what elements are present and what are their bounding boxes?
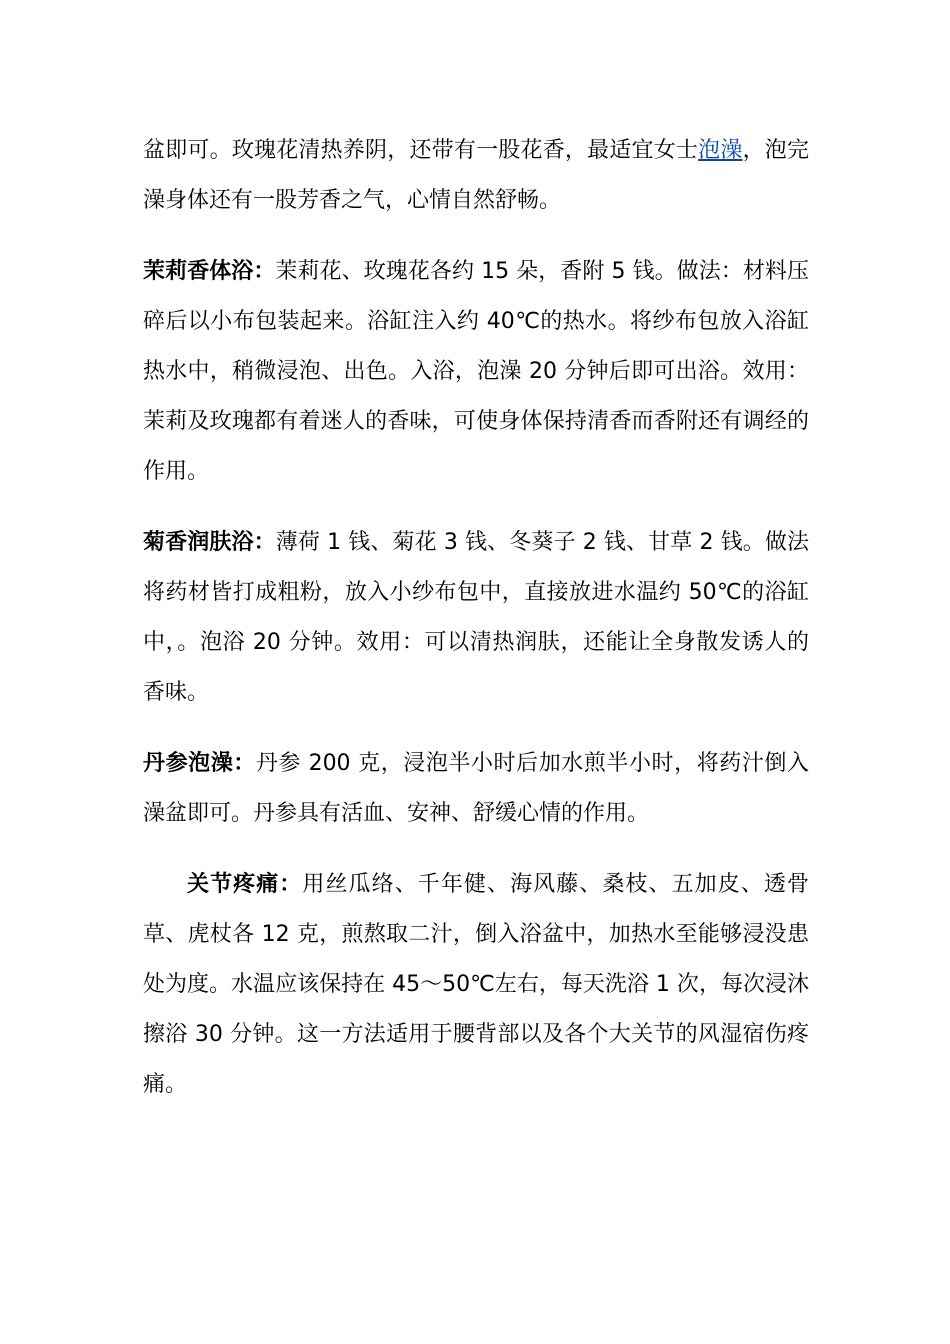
paragraph-joint-pain — [143, 860, 809, 1110]
section-title: 丹参泡澡： — [143, 751, 256, 776]
paragraph-text: 丹参 200 克，浸泡半小时后加水煎半小时，将药汁倒入澡盆即可。丹参具有活血、安神、舒缓心情的作用。 — [143, 751, 809, 826]
paragraph-gap — [143, 839, 809, 860]
paragraph-chrysanthemum-bath — [143, 518, 809, 718]
section-title: 关节疼痛： — [187, 872, 303, 897]
document-page — [143, 126, 809, 1110]
bath-link[interactable]: 泡澡 — [698, 138, 743, 163]
paragraph-salvia-bath — [143, 739, 809, 839]
paragraph-gap — [143, 226, 809, 247]
paragraph-jasmine-bath — [143, 247, 809, 497]
paragraph-text: 盆即可。玫瑰花清热养阴，还带有一股花香，最适宜女士 — [143, 138, 699, 163]
section-title: 茉莉香体浴： — [143, 259, 276, 284]
paragraph-gap — [143, 718, 809, 739]
paragraph-text: 用丝瓜络、千年健、海风藤、桑枝、五加皮、透骨草、虎杖各 12 克，煎熬取二汁，倒入浴盆中，加热水至能够浸没患处为度。水温应该保持在 45～50℃左右，每天洗浴 1 次，每次浸沐擦浴 30 分钟。这一方法适用于腰背部以及各个大关节的风湿宿伤疼痛。 — [143, 872, 809, 1097]
paragraph-text: ，泡完澡身体还有一股芳香之气，心情自然舒畅。 — [143, 138, 809, 213]
paragraph-text: 薄荷 1 钱、菊花 3 钱、冬葵子 2 钱、甘草 2 钱。做法将药材皆打成粗粉，放入小纱布包中，直接放进水温约 50℃的浴缸中，。泡浴 20 分钟。效用：可以清热润肤，还能让全身散发诱人的香味。 — [143, 530, 809, 705]
paragraph-rose-bath-end — [143, 126, 809, 226]
paragraph-text: 茉莉花、玫瑰花各约 15 朵，香附 5 钱。做法：材料压碎后以小布包装起来。浴缸注入约 40℃的热水。将纱布包放入浴缸热水中，稍微浸泡、出色。入浴，泡澡 20 分钟后即可出浴。效用：茉莉及玫瑰都有着迷人的香味，可使身体保持清香而香附还有调经的作用。 — [143, 259, 809, 484]
paragraph-gap — [143, 497, 809, 518]
section-title: 菊香润肤浴： — [143, 530, 276, 555]
